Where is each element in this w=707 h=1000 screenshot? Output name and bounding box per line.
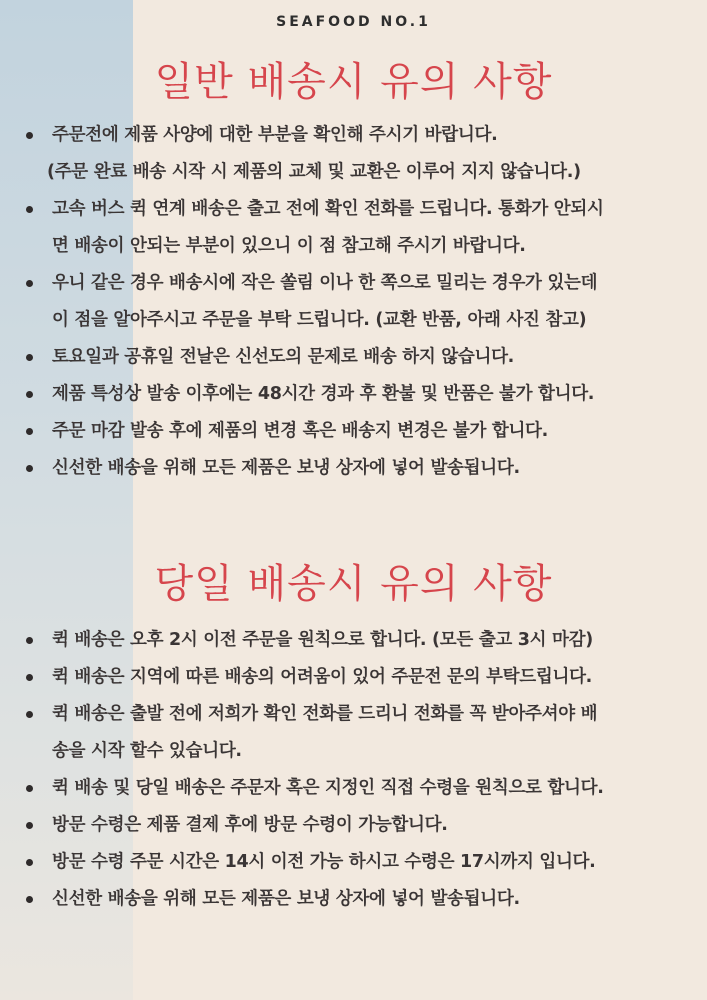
list-item-text-cont: 송을 시작 할수 있습니다.: [52, 741, 242, 761]
list-item: [0, 413, 707, 450]
list-item: [0, 339, 707, 376]
bullet-icon: [26, 822, 33, 829]
bullet-icon: [26, 674, 33, 681]
bullet-icon: [26, 280, 33, 287]
list-item-text: 토요일과 공휴일 전날은 신선도의 문제로 배송 하지 않습니다.: [52, 347, 515, 367]
list-item-text: 퀵 배송은 출발 전에 저희가 확인 전화를 드리니 전화를 꼭 받아주셔야 배: [52, 704, 598, 724]
list-item: [0, 770, 707, 807]
same-day-shipping-title: 당일 배송시 유의 사항: [154, 561, 553, 607]
list-item: [0, 265, 707, 339]
list-item: [0, 376, 707, 413]
bullet-icon: [26, 896, 33, 903]
bullet-icon: [26, 428, 33, 435]
list-item: [0, 881, 707, 918]
list-item-text: 퀵 배송은 지역에 따른 배송의 어려움이 있어 주문전 문의 부탁드립니다.: [52, 667, 593, 687]
list-item-text: 퀵 배송 및 당일 배송은 주문자 혹은 지정인 직접 수령을 원칙으로 합니다.: [52, 778, 604, 798]
list-item: [0, 659, 707, 696]
list-item: [0, 807, 707, 844]
same-day-shipping-list: [0, 622, 707, 918]
bullet-icon: [26, 391, 33, 398]
bullet-icon: [26, 637, 33, 644]
bullet-icon: [26, 354, 33, 361]
bullet-icon: [26, 785, 33, 792]
list-item: [0, 622, 707, 659]
list-item-text-cont: 면 배송이 안되는 부분이 있으니 이 점 참고해 주시기 바랍니다.: [52, 236, 526, 256]
general-shipping-title: 일반 배송시 유의 사항: [154, 59, 553, 105]
list-item: [0, 844, 707, 881]
list-item-text: 신선한 배송을 위해 모든 제품은 보냉 상자에 넣어 발송됩니다.: [52, 889, 520, 909]
list-item-text: 고속 버스 퀵 연계 배송은 출고 전에 확인 전화를 드립니다. 통화가 안되시: [52, 199, 604, 219]
list-item-text: 주문전에 제품 사양에 대한 부분을 확인해 주시기 바랍니다.: [52, 125, 498, 145]
list-item-text: 방문 수령 주문 시간은 14시 이전 가능 하시고 수령은 17시까지 입니다.: [52, 852, 596, 872]
list-item: [0, 696, 707, 770]
list-item: [0, 191, 707, 265]
list-item-text-cont: 이 점을 알아주시고 주문을 부탁 드립니다. (교환 반품, 아래 사진 참고): [52, 310, 587, 330]
list-item-text: 제품 특성상 발송 이후에는 48시간 경과 후 환불 및 반품은 불가 합니다.: [52, 384, 595, 404]
general-shipping-list: [0, 117, 707, 487]
list-item-text: 우니 같은 경우 배송시에 작은 쏠림 이나 한 쪽으로 밀리는 경우가 있는데: [52, 273, 598, 293]
list-item-text: 퀵 배송은 오후 2시 이전 주문을 원칙으로 합니다. (모든 출고 3시 마감): [52, 630, 593, 650]
list-item-text: 주문 마감 발송 후에 제품의 변경 혹은 배송지 변경은 불가 합니다.: [52, 421, 549, 441]
list-item-text-cont: (주문 완료 배송 시작 시 제품의 교체 및 교환은 이루어 지지 않습니다.): [47, 162, 581, 182]
list-item: [0, 117, 707, 191]
bullet-icon: [26, 859, 33, 866]
bullet-icon: [26, 711, 33, 718]
bullet-icon: [26, 206, 33, 213]
bullet-icon: [26, 465, 33, 472]
list-item-text: 신선한 배송을 위해 모든 제품은 보냉 상자에 넣어 발송됩니다.: [52, 458, 520, 478]
list-item-text: 방문 수령은 제품 결제 후에 방문 수령이 가능합니다.: [52, 815, 448, 835]
list-item: [0, 450, 707, 487]
bullet-icon: [26, 132, 33, 139]
brand-name: SEAFOOD NO.1: [276, 14, 431, 30]
